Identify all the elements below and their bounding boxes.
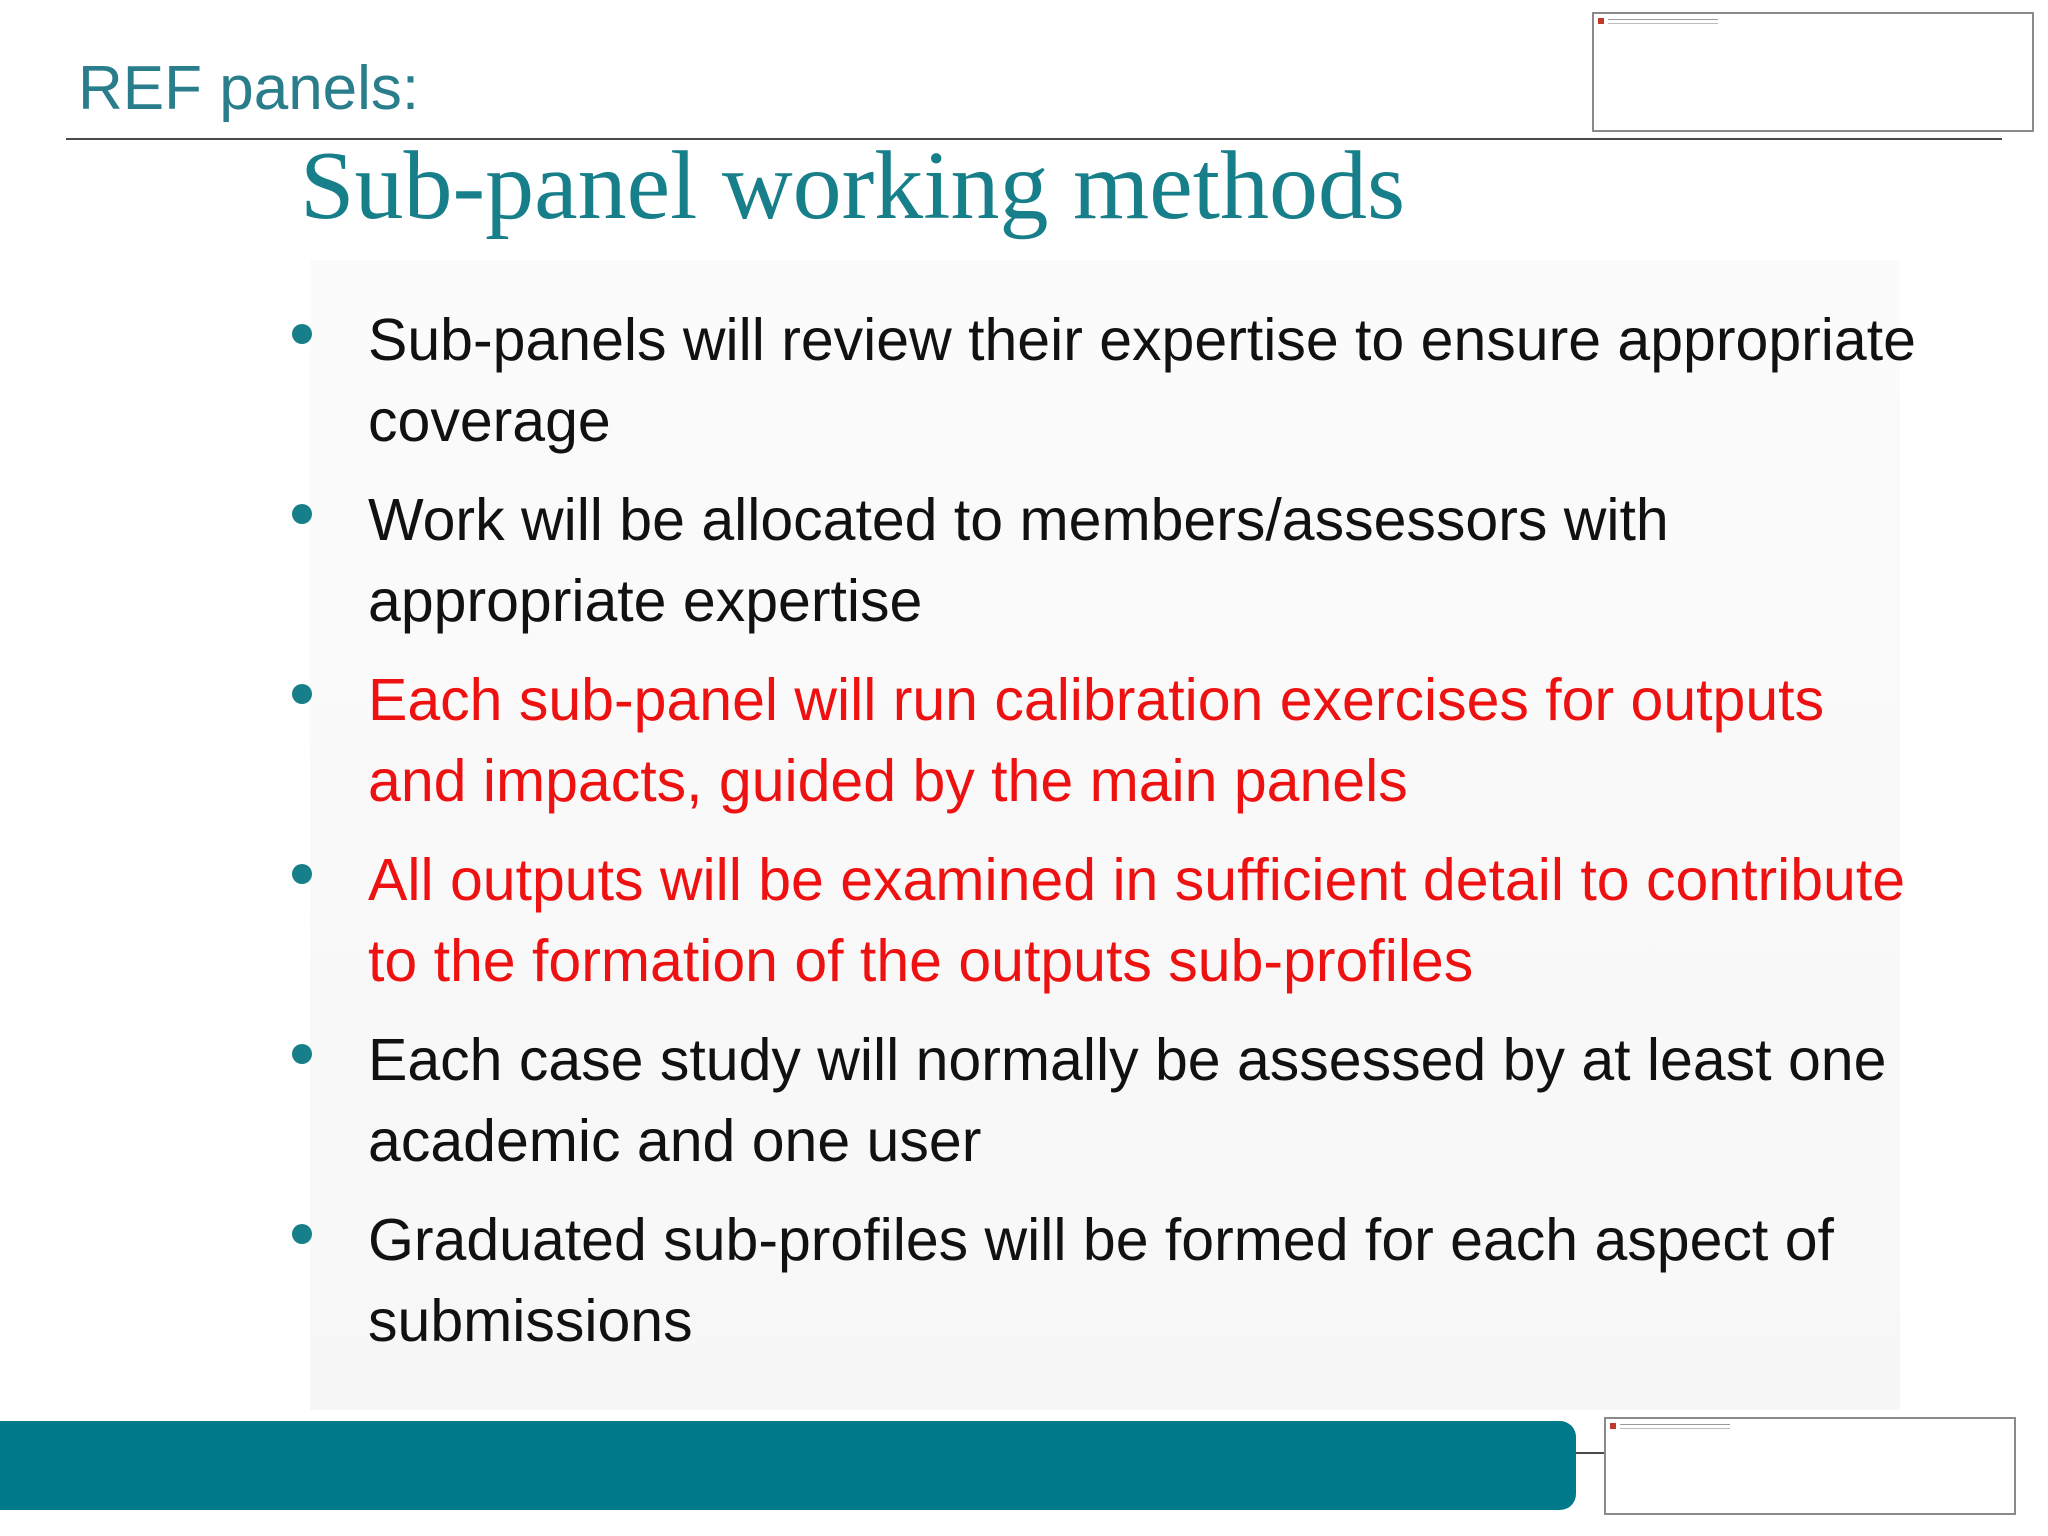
bullet-dot-icon (292, 1044, 312, 1064)
missing-image-placeholder-top (1592, 12, 2034, 132)
bullet-dot-icon (292, 864, 312, 884)
bullet-item (280, 300, 1920, 462)
broken-image-icon (1598, 18, 1604, 24)
slide-subtitle: REF panels: (78, 54, 420, 123)
bullet-dot-icon (292, 684, 312, 704)
footer-bar (0, 1421, 1576, 1510)
bullet-text: Each sub-panel will run calibration exercises for outputs and impacts, guided by the main panels (368, 667, 1825, 814)
bullet-item (280, 480, 1920, 642)
bullet-text: Sub-panels will review their expertise to ensure appropriate coverage (368, 307, 1916, 454)
bullet-dot-icon (292, 1224, 312, 1244)
bullet-item (280, 840, 1920, 1002)
bullet-item (280, 1200, 1920, 1362)
slide-title: Sub-panel working methods (300, 132, 1406, 240)
missing-image-placeholder-bottom (1604, 1417, 2016, 1515)
bullet-item (280, 660, 1920, 822)
placeholder-caption-lines (1620, 1424, 1730, 1429)
bullet-text: All outputs will be examined in sufficient detail to contribute to the formation of the outputs sub-profiles (368, 847, 1906, 994)
bullet-item (280, 1020, 1920, 1182)
bullet-dot-icon (292, 504, 312, 524)
bullet-list (280, 300, 1920, 1380)
placeholder-caption-lines (1608, 19, 1718, 24)
bullet-text: Graduated sub-profiles will be formed for each aspect of submissions (368, 1207, 1834, 1354)
broken-image-icon (1610, 1423, 1616, 1429)
bullet-text: Each case study will normally be assessed by at least one academic and one user (368, 1027, 1887, 1174)
bullet-dot-icon (292, 324, 312, 344)
bullet-text: Work will be allocated to members/assessors with appropriate expertise (368, 487, 1669, 634)
